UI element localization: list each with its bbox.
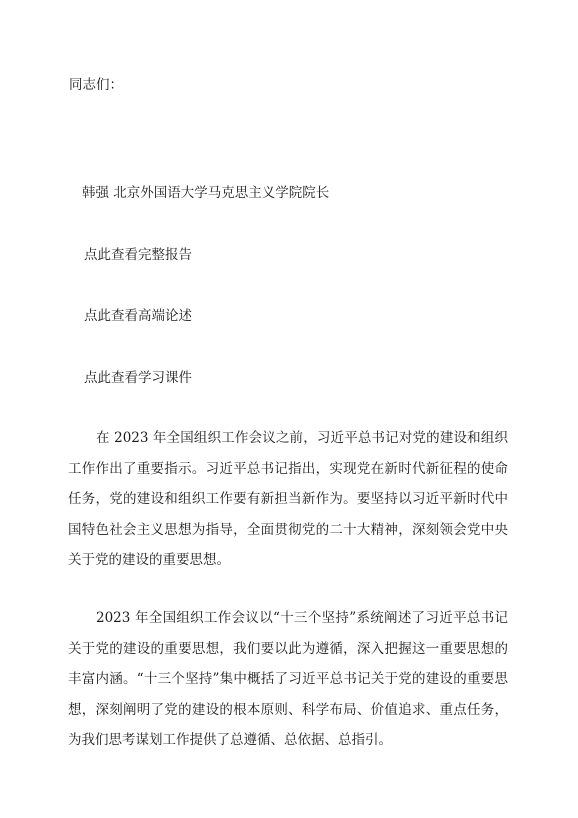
salutation: 同志们： [69, 77, 123, 93]
paragraph-2: 2023 年全国组织工作会议以“十三个坚持”系统阐述了习近平总书记关于党的建设的重要思想，我们要以此为遵循，深入把握这一重要思想的丰富内涵。“十三个坚持”集中概括了习近平总书记关于党的建设的重要思想，深刻阐明了党的建设的根本原则、科学布局、价值追求、重点任务，为我们思考谋划工作提供了总遵循、总依据、总指引。 [68, 610, 508, 749]
link-study-courseware[interactable]: 点此查看学习课件 [84, 370, 192, 386]
link-full-report[interactable]: 点此查看完整报告 [84, 247, 192, 263]
paragraph-1: 在 2023 年全国组织工作会议之前，习近平总书记对党的建设和组织工作作出了重要指示。习近平总书记指出，实现党在新时代新征程的使命任务，党的建设和组织工作要有新担当新作为。要坚持以习近平新时代中国特色社会主义思想为指导，全面贯彻党的二十大精神，深刻领会党中央关于党的建设的重要思想。 [68, 430, 508, 569]
link-high-level-discourse[interactable]: 点此查看高端论述 [84, 308, 192, 324]
author-line: 韩强 北京外国语大学马克思主义学院院长 [82, 185, 330, 201]
